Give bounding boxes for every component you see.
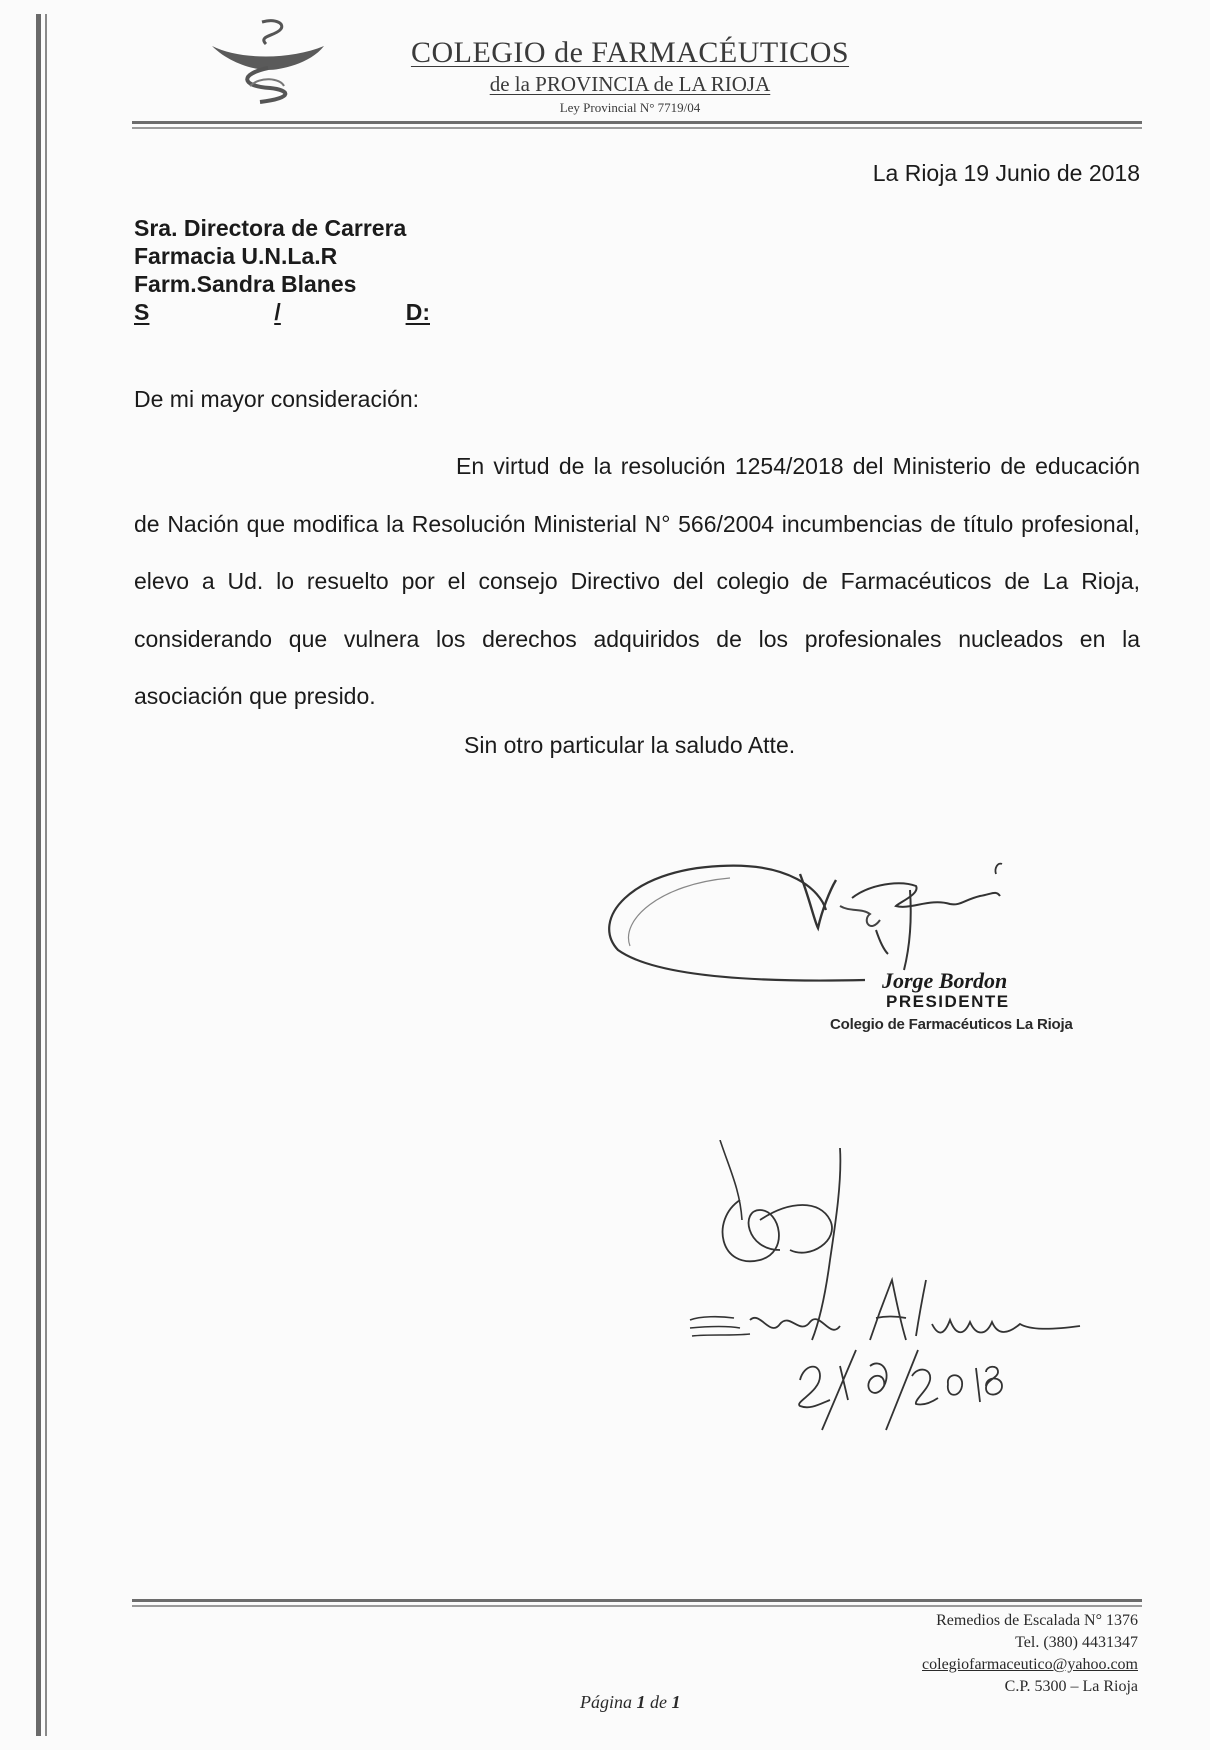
footer-rule-thin xyxy=(132,1605,1142,1607)
addressee-block xyxy=(134,214,430,326)
president-stamp xyxy=(830,968,1080,1033)
page-current: 1 xyxy=(636,1692,646,1712)
footer-postal: C.P. 5300 – La Rioja xyxy=(1004,1678,1138,1695)
header-rule-thin xyxy=(132,127,1142,129)
stamp-role: PRESIDENTE xyxy=(886,992,1010,1011)
left-border-bar xyxy=(36,14,41,1736)
footer-phone: Tel. (380) 4431347 xyxy=(1015,1634,1138,1651)
left-border-bar-thin xyxy=(45,14,47,1736)
stamp-name: Jorge Bordon xyxy=(882,968,1008,993)
body-text: En virtud de la resolución 1254/2018 del Ministerio de educación de Nación que modifica la Resolución Ministerial N° 566/2004 incumbencias de título profesional, elevo a Ud. lo resuelto por el consejo Directivo del colegio de Farmacéuticos de La Rioja, considerando que vulnera los derechos adquiridos de los profesionales nucleados en la asociación que presido. xyxy=(134,453,1140,709)
org-subtitle: de la PROVINCIA de LA RIOJA xyxy=(489,72,771,96)
handwritten-receipt-signature-icon xyxy=(680,1140,1120,1450)
footer-address: Remedios de Escalada N° 1376 xyxy=(936,1612,1138,1629)
header-rule xyxy=(132,121,1142,124)
sd-d: D: xyxy=(405,299,430,325)
addressee-line: Sra. Directora de Carrera xyxy=(134,215,407,241)
body-paragraph xyxy=(134,438,1140,726)
footer-rule xyxy=(132,1599,1142,1602)
org-law: Ley Provincial N° 7719/04 xyxy=(559,100,701,115)
page-total: 1 xyxy=(671,1692,681,1712)
letterhead xyxy=(380,36,880,116)
addressee-line: Farmacia U.N.La.R xyxy=(134,243,338,269)
sd-slash: / xyxy=(274,299,281,325)
page-of: de xyxy=(650,1692,667,1712)
footer-email-link[interactable]: colegiofarmaceutico@yahoo.com xyxy=(922,1656,1138,1673)
org-title: COLEGIO de FARMACÉUTICOS xyxy=(410,36,850,69)
greeting: De mi mayor consideración: xyxy=(134,386,420,412)
addressee-line: Farm.Sandra Blanes xyxy=(134,271,357,297)
closing-line: Sin otro particular la saludo Atte. xyxy=(464,732,796,758)
letter-date: La Rioja 19 Junio de 2018 xyxy=(872,160,1140,186)
footer-contact xyxy=(922,1610,1138,1698)
page-number xyxy=(580,1692,681,1713)
su-despacho-line xyxy=(134,298,430,326)
sd-s: S xyxy=(134,299,150,325)
pharmacy-logo-icon xyxy=(210,16,330,104)
page-label: Página xyxy=(580,1692,632,1712)
stamp-org: Colegio de Farmacéuticos La Rioja xyxy=(830,1016,1073,1033)
